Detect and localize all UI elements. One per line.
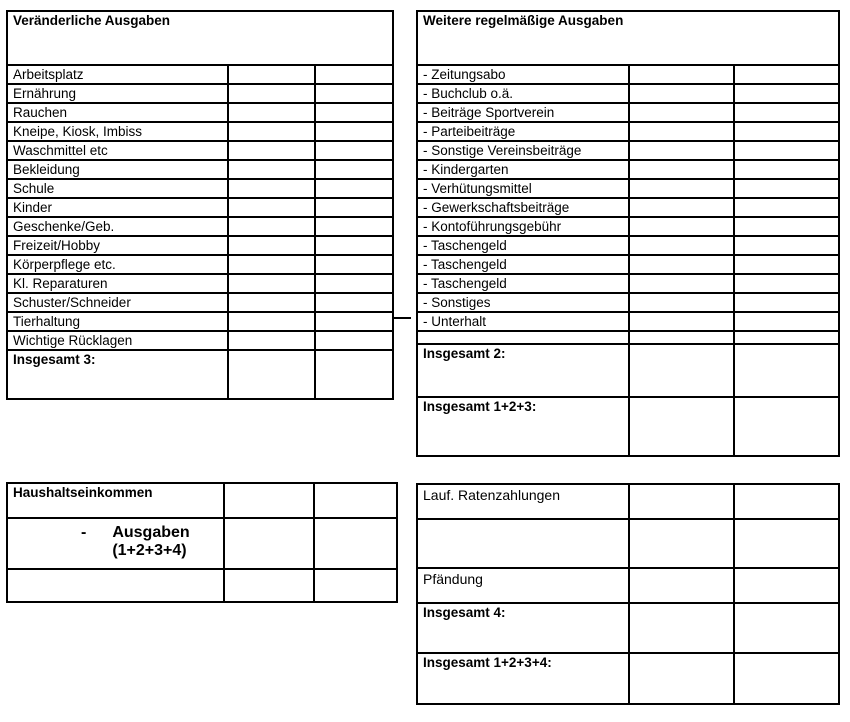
amount-cell-1[interactable] [228,103,315,122]
expense-label: Kneipe, Kiosk, Imbiss [7,122,228,141]
amount-cell-1[interactable] [228,179,315,198]
amount-cell-1[interactable] [228,274,315,293]
amount-cell-1[interactable] [228,236,315,255]
total-row [417,603,839,653]
amount-cell-2[interactable] [734,160,839,179]
amount-cell-2[interactable] [734,274,839,293]
expense-label: - Unterhalt [417,312,629,331]
amount-cell-1[interactable] [228,141,315,160]
expense-label: - Taschengeld [417,255,629,274]
expense-label: Ernährung [7,84,228,103]
spacer-cell [734,331,839,344]
expense-row [417,179,839,198]
variable-expenses-table [6,10,394,400]
expense-label: - Zeitungsabo [417,65,629,84]
amount-cell-1[interactable] [629,103,734,122]
expense-label: - Beiträge Sportverein [417,103,629,122]
amount-cell-2[interactable] [315,236,393,255]
spacer-cell [629,331,734,344]
expense-label: Geschenke/Geb. [7,217,228,236]
amount-cell-1[interactable] [228,198,315,217]
installments-label: Lauf. Ratenzahlungen [417,484,629,519]
amount-cell-1[interactable] [629,653,734,704]
expense-label: Freizeit/Hobby [7,236,228,255]
amount-cell-1[interactable] [228,293,315,312]
amount-cell-2[interactable] [315,331,393,350]
expense-row [417,65,839,84]
table-title: Weitere regelmäßige Ausgaben [417,11,839,65]
amount-cell-1[interactable] [629,65,734,84]
amount-cell-2[interactable] [734,217,839,236]
amount-cell-1[interactable] [224,483,314,518]
expense-row [7,122,393,141]
expense-row [417,103,839,122]
amount-cell-1[interactable] [228,255,315,274]
minus-expenses-cell [7,518,224,569]
expense-label: - Gewerkschaftsbeiträge [417,198,629,217]
result-label-cell [7,569,224,602]
total-label: Insgesamt 1+2+3+4: [417,653,629,704]
installments-table [416,483,840,705]
amount-cell-1[interactable] [629,568,734,603]
expense-label: Kinder [7,198,228,217]
expense-row [7,255,393,274]
spacer-cell [417,331,629,344]
amount-cell-2[interactable] [734,122,839,141]
total-label: Insgesamt 3: [7,350,228,399]
amount-cell-2[interactable] [734,236,839,255]
amount-cell-2[interactable] [315,141,393,160]
minus-expenses-text [13,520,219,560]
amount-cell-2[interactable] [315,312,393,331]
expense-row [417,255,839,274]
expense-row [7,103,393,122]
amount-cell-2[interactable] [734,397,839,456]
expense-row [417,217,839,236]
result-row [7,569,397,602]
amount-cell-1[interactable] [629,198,734,217]
stray-border-line [392,317,411,319]
expense-label: - Verhütungsmittel [417,179,629,198]
expense-label: Schuster/Schneider [7,293,228,312]
amount-cell-1[interactable] [228,350,315,399]
amount-cell-2[interactable] [734,344,839,397]
empty-label-cell [417,519,629,568]
expense-row [417,236,839,255]
amount-cell-2[interactable] [315,65,393,84]
expense-label: Rauchen [7,103,228,122]
expense-label: Wichtige Rücklagen [7,331,228,350]
expense-row [7,217,393,236]
amount-cell-1[interactable] [629,141,734,160]
expense-row [7,274,393,293]
amount-cell-1[interactable] [629,160,734,179]
grand-total-row [417,653,839,704]
amount-cell-1[interactable] [629,84,734,103]
expense-label: Arbeitsplatz [7,65,228,84]
expense-label: Kl. Reparaturen [7,274,228,293]
amount-cell-1[interactable] [228,160,315,179]
expense-label: Waschmittel etc [7,141,228,160]
table-header-row [7,11,393,65]
amount-cell-2[interactable] [315,293,393,312]
total-row [7,350,393,399]
amount-cell-1[interactable] [629,397,734,456]
expense-label: - Parteibeiträge [417,122,629,141]
amount-cell-1[interactable] [228,312,315,331]
amount-cell-1[interactable] [629,293,734,312]
minus-sign: - [81,524,87,541]
expense-label: Bekleidung [7,160,228,179]
amount-cell-1[interactable] [224,569,314,602]
expenses-formula-line: (1+2+3+4) [112,542,187,559]
expense-row [7,160,393,179]
grand-total-row [417,397,839,456]
amount-cell-1[interactable] [629,274,734,293]
amount-cell-2[interactable] [734,141,839,160]
expense-label: - Kindergarten [417,160,629,179]
amount-cell-1[interactable] [629,344,734,397]
expense-row [7,331,393,350]
amount-cell-2[interactable] [315,274,393,293]
amount-cell-2[interactable] [734,179,839,198]
expense-row [7,293,393,312]
amount-cell-2[interactable] [314,569,397,602]
amount-cell-2[interactable] [315,217,393,236]
expense-label: Tierhaltung [7,312,228,331]
amount-cell-1[interactable] [228,122,315,141]
expense-label: - Sonstige Vereinsbeiträge [417,141,629,160]
amount-cell-2[interactable] [734,484,839,519]
expense-row [7,198,393,217]
amount-cell-2[interactable] [734,84,839,103]
amount-cell-2[interactable] [734,65,839,84]
regular-expenses-table [416,10,840,457]
spacer-row [417,331,839,344]
total-label: Insgesamt 4: [417,603,629,653]
expense-row [7,312,393,331]
amount-cell-1[interactable] [629,217,734,236]
expense-label: - Kontoführungsgebühr [417,217,629,236]
amount-cell-2[interactable] [734,603,839,653]
expense-row [417,198,839,217]
amount-cell-2[interactable] [734,293,839,312]
amount-cell-2[interactable] [314,518,397,569]
amount-cell-1[interactable] [629,603,734,653]
amount-cell-1[interactable] [228,65,315,84]
total-label: Insgesamt 2: [417,344,629,397]
amount-cell-1[interactable] [228,217,315,236]
income-label: Haushaltseinkommen [7,483,224,518]
expense-row [7,65,393,84]
amount-cell-2[interactable] [734,255,839,274]
amount-cell-1[interactable] [629,312,734,331]
amount-cell-1[interactable] [629,519,734,568]
amount-cell-1[interactable] [228,331,315,350]
amount-cell-1[interactable] [224,518,314,569]
expense-row [417,122,839,141]
expense-label: - Sonstiges [417,293,629,312]
total-row [417,344,839,397]
amount-cell-2[interactable] [734,103,839,122]
amount-cell-1[interactable] [629,484,734,519]
empty-row [417,519,839,568]
amount-cell-1[interactable] [228,84,315,103]
expense-row [417,84,839,103]
amount-cell-1[interactable] [629,255,734,274]
amount-cell-2[interactable] [734,312,839,331]
amount-cell-2[interactable] [315,179,393,198]
total-label: Insgesamt 1+2+3: [417,397,629,456]
expenses-line: Ausgaben [112,524,190,541]
amount-cell-2[interactable] [734,198,839,217]
expense-label: - Taschengeld [417,274,629,293]
amount-cell-1[interactable] [629,122,734,141]
expense-label: - Taschengeld [417,236,629,255]
expense-row [417,274,839,293]
amount-cell-2[interactable] [315,84,393,103]
amount-cell-2[interactable] [315,255,393,274]
amount-cell-2[interactable] [734,519,839,568]
amount-cell-2[interactable] [315,122,393,141]
income-row [7,483,397,518]
expense-row [7,141,393,160]
expense-row [417,141,839,160]
expense-label: Schule [7,179,228,198]
amount-cell-2[interactable] [315,198,393,217]
expense-label: - Buchclub o.ä. [417,84,629,103]
amount-cell-2[interactable] [734,568,839,603]
garnishment-label: Pfändung [417,568,629,603]
amount-cell-2[interactable] [315,160,393,179]
table-title: Veränderliche Ausgaben [7,11,393,65]
garnishment-row [417,568,839,603]
installments-row [417,484,839,519]
expense-label: Körperpflege etc. [7,255,228,274]
expense-row [417,160,839,179]
amount-cell-2[interactable] [315,350,393,399]
household-income-table [6,482,398,603]
amount-cell-1[interactable] [629,179,734,198]
amount-cell-2[interactable] [734,653,839,704]
amount-cell-2[interactable] [315,103,393,122]
expense-row [417,312,839,331]
expense-row [7,236,393,255]
minus-expenses-row [7,518,397,569]
expense-row [7,179,393,198]
expense-row [7,84,393,103]
amount-cell-2[interactable] [314,483,397,518]
expense-row [417,293,839,312]
table-header-row [417,11,839,65]
amount-cell-1[interactable] [629,236,734,255]
